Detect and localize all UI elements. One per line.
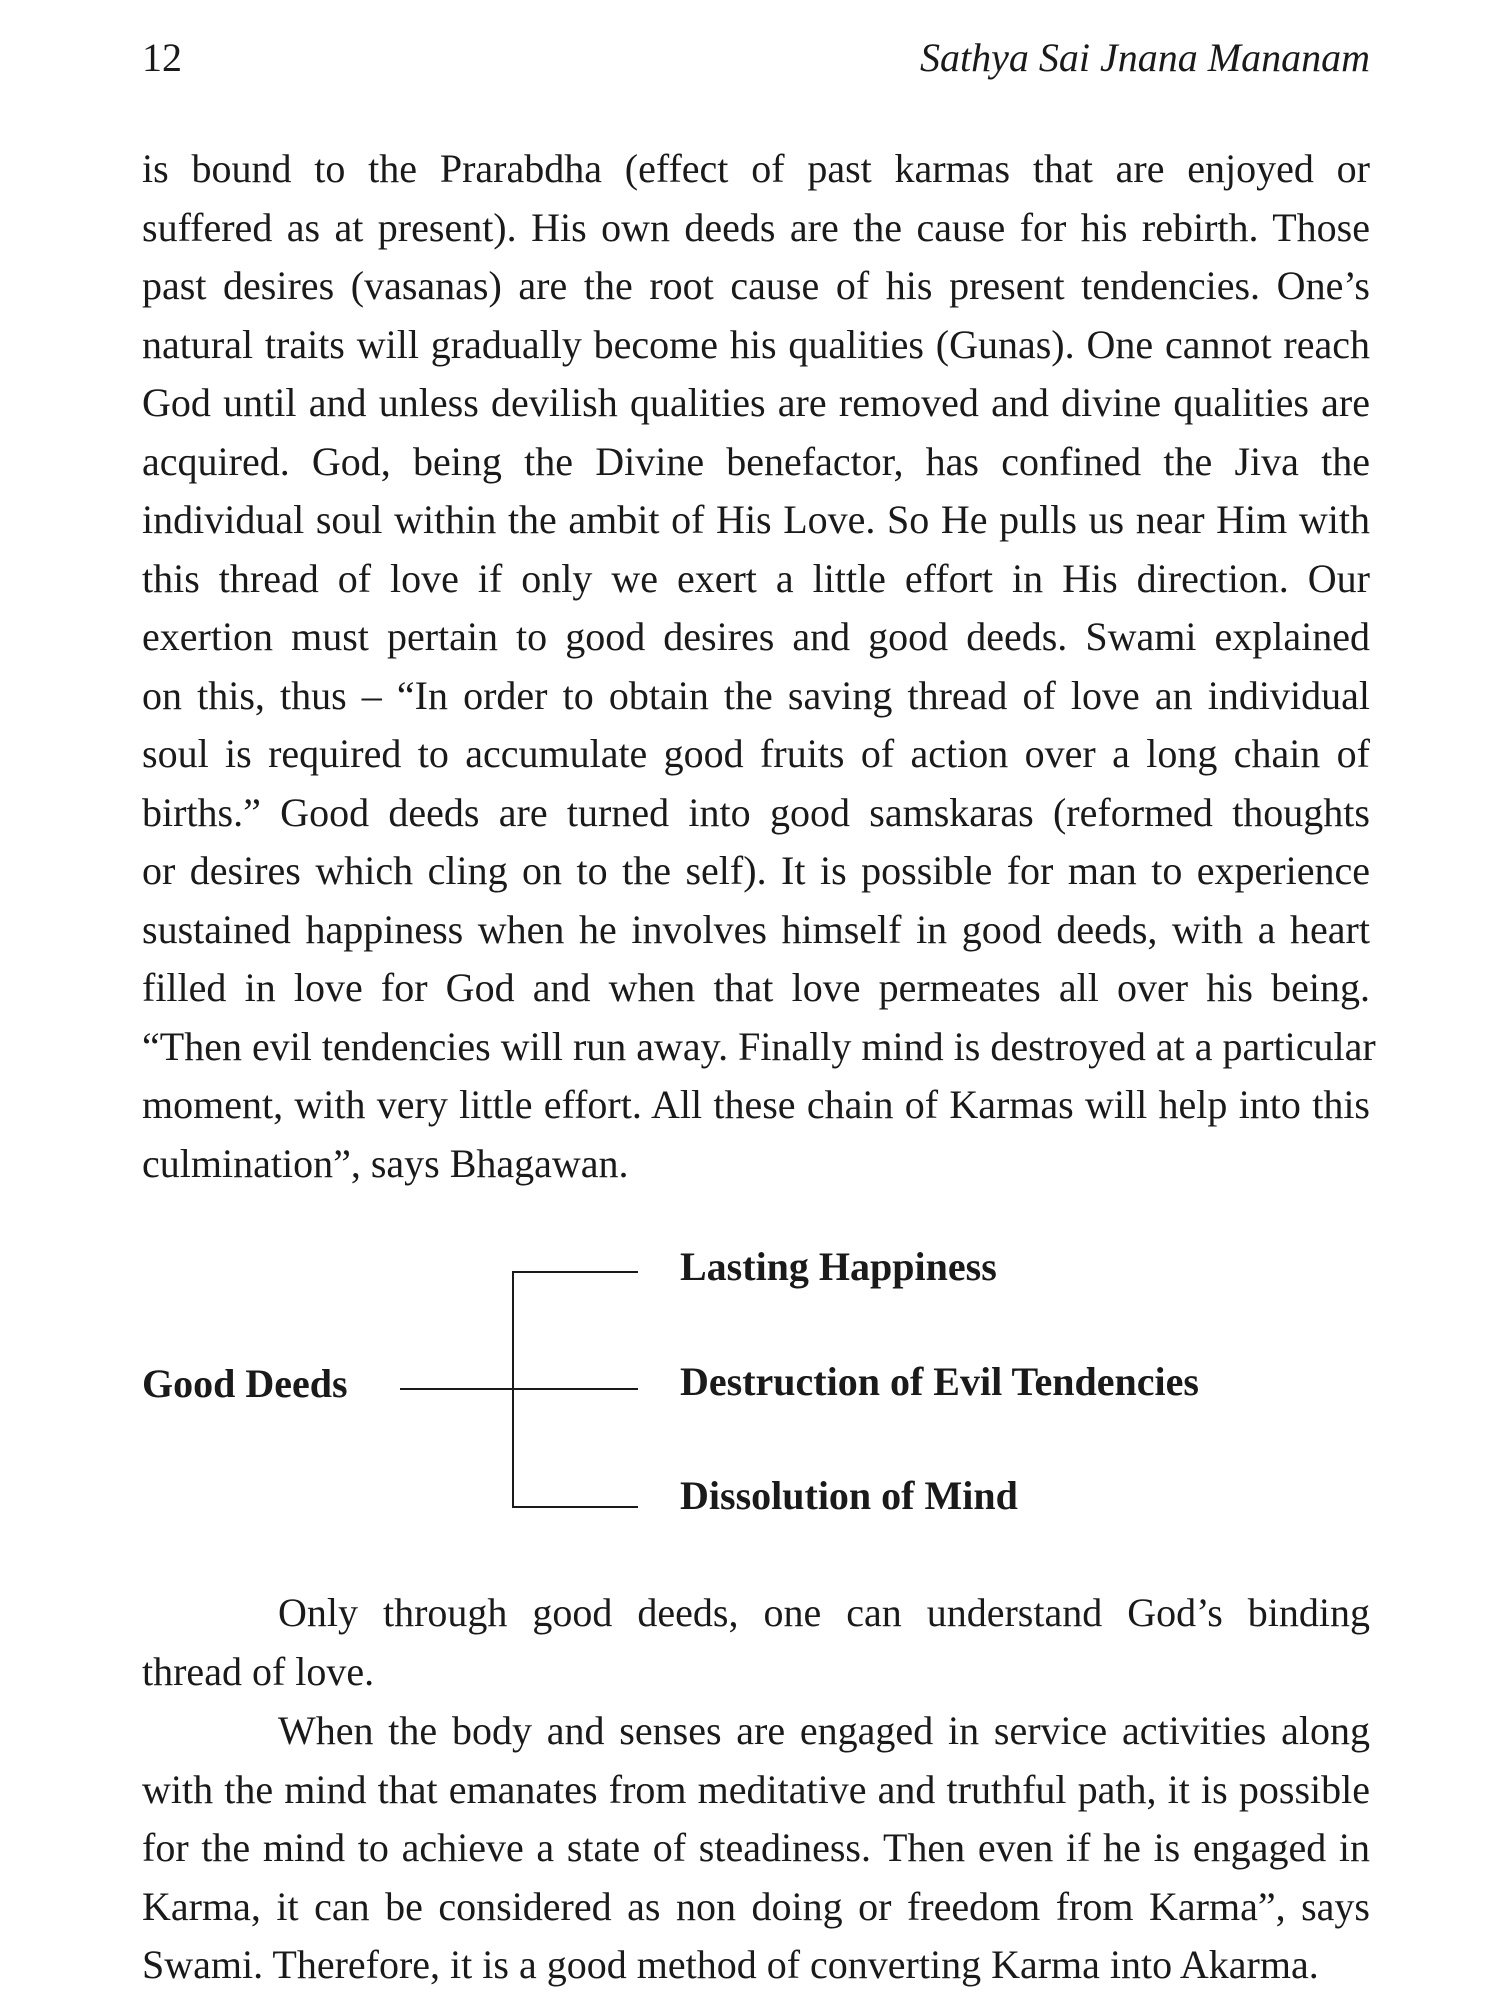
diagram-bracket-top-arm xyxy=(512,1271,638,1273)
paragraph-line: filled in love for God and when that love permeates all over his being. xyxy=(142,965,1370,1010)
diagram-bracket-bottom-arm xyxy=(512,1506,638,1508)
paragraph-line: exertion must pertain to good desires and good deeds. Swami explained xyxy=(142,614,1370,659)
paragraph-line: individual soul within the ambit of His Love. So He pulls us near Him with xyxy=(142,497,1370,542)
paragraph-line: God until and unless devilish qualities are removed and divine qualities are xyxy=(142,380,1370,425)
page-number: 12 xyxy=(142,35,182,80)
paragraph-line: or desires which cling on to the self). It is possible for man to experience xyxy=(142,848,1370,893)
paragraph-line: When the body and senses are engaged in service activities along xyxy=(278,1708,1370,1753)
paragraph-line: for the mind to achieve a state of steadiness. Then even if he is engaged in xyxy=(142,1825,1370,1870)
diagram-outcome-destruction-evil-tendencies: Destruction of Evil Tendencies xyxy=(680,1359,1199,1404)
diagram-source-label: Good Deeds xyxy=(142,1361,348,1406)
paragraph-line: Swami. Therefore, it is a good method of converting Karma into Akarma. xyxy=(142,1942,1319,1987)
diagram-connector-horizontal-main xyxy=(400,1388,638,1390)
paragraph-line: Karma, it can be considered as non doing or freedom from Karma”, says xyxy=(142,1883,1370,1929)
paragraph-line: acquired. God, being the Divine benefactor, has confined the Jiva the xyxy=(142,438,1370,484)
diagram-outcome-lasting-happiness: Lasting Happiness xyxy=(680,1244,997,1289)
diagram-bracket-vertical xyxy=(512,1271,514,1508)
paragraph-line: soul is required to accumulate good fruits of action over a long chain of xyxy=(142,731,1370,776)
running-head-title: Sathya Sai Jnana Mananam xyxy=(920,35,1370,80)
paragraph-3 xyxy=(142,1702,1370,1995)
paragraph-line: past desires (vasanas) are the root cause of his present tendencies. One’s xyxy=(142,263,1370,308)
paragraph-line: suffered as at present). His own deeds are the cause for his rebirth. Those xyxy=(142,204,1370,250)
paragraph-line: Only through good deeds, one can understand God’s binding xyxy=(278,1590,1370,1635)
paragraph-line: this thread of love if only we exert a little effort in His direction. Our xyxy=(142,555,1370,601)
paragraph-line: on this, thus – “In order to obtain the saving thread of love an individual xyxy=(142,672,1370,718)
paragraph-line: “Then evil tendencies will run away. Finally mind is destroyed at a particular xyxy=(142,1023,1376,1069)
paragraph-1 xyxy=(142,140,1376,1193)
paragraph-line: is bound to the Prarabdha (effect of past karmas that are enjoyed or xyxy=(142,146,1370,191)
paragraph-line: culmination”, says Bhagawan. xyxy=(142,1140,629,1186)
paragraph-line: moment, with very little effort. All these chain of Karmas will help into this xyxy=(142,1082,1370,1127)
paragraph-line: births.” Good deeds are turned into good samskaras (reformed thoughts xyxy=(142,789,1370,835)
paragraph-line: with the mind that emanates from meditative and truthful path, it is possible xyxy=(142,1766,1370,1812)
paragraph-2 xyxy=(142,1584,1370,1701)
diagram-outcome-dissolution-of-mind: Dissolution of Mind xyxy=(680,1473,1018,1518)
paragraph-line: thread of love. xyxy=(142,1648,375,1694)
paragraph-line: sustained happiness when he involves himself in good deeds, with a heart xyxy=(142,906,1370,952)
paragraph-line: natural traits will gradually become his qualities (Gunas). One cannot reach xyxy=(142,321,1370,367)
